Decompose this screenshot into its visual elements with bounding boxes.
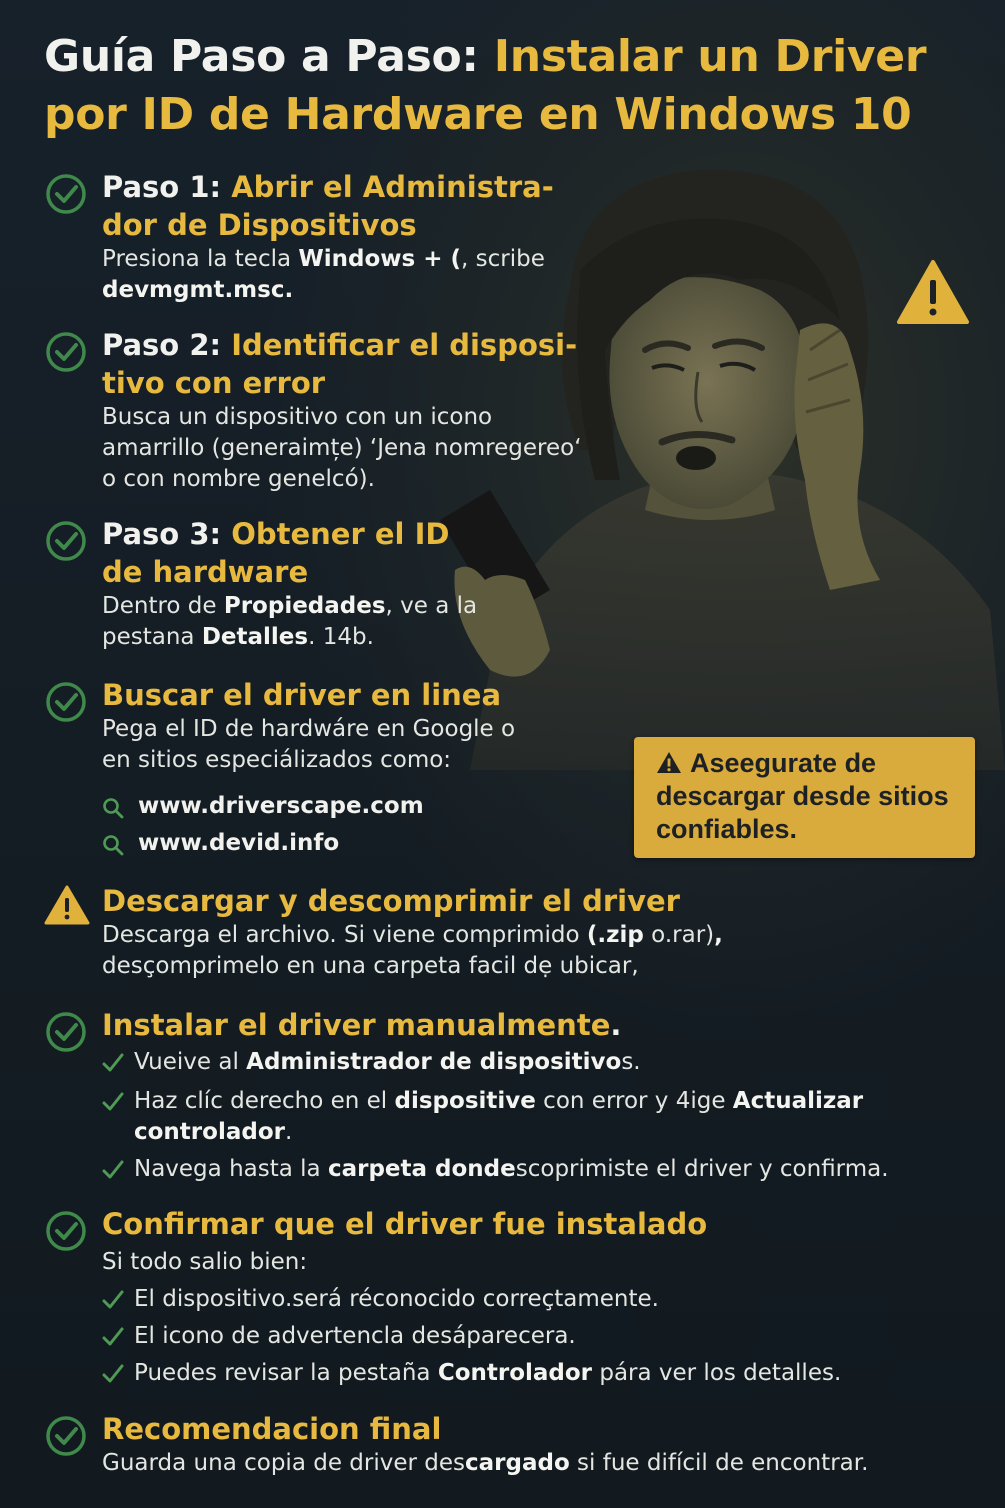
- warning-triangle-icon: [44, 884, 90, 926]
- step-download-rar: o.rar): [643, 922, 715, 948]
- confirm-item-1: [102, 1284, 982, 1315]
- confirm-item-3-c: pára ver los detalles.: [592, 1360, 842, 1386]
- install-item-3: [102, 1154, 982, 1185]
- safety-callout: [634, 737, 975, 858]
- title-white: Guía Paso a Paso:: [44, 31, 494, 82]
- checkmark-icon: [102, 1053, 124, 1073]
- check-circle-icon: [44, 1209, 88, 1253]
- callout-line2: descargar desde sitios: [656, 781, 949, 811]
- step-3-properties: Propiedades: [223, 593, 386, 619]
- link-driverscape-text[interactable]: www.driverscape.com: [138, 793, 424, 819]
- install-item-1-b: Administrador de dispositivo: [246, 1049, 622, 1075]
- install-item-2-c: con error y 4ige: [535, 1088, 733, 1114]
- callout-line1: [656, 747, 957, 780]
- step-1-body-text-a: Presiona la tecla: [102, 246, 299, 272]
- install-item-2-f: .: [284, 1119, 293, 1145]
- confirm-item-2: [102, 1321, 982, 1352]
- magnifier-icon: [102, 797, 124, 819]
- step-3-title-line2: de hardware: [102, 555, 309, 589]
- step-final-text-a: Guarda una copia de driver des: [102, 1450, 465, 1476]
- step-3-text-d: pestana: [102, 624, 202, 650]
- step-download-title: Descargar y descomprimir el driver: [102, 884, 680, 918]
- install-item-3-c: scoprimiste el driver y confirma.: [515, 1156, 889, 1182]
- step-download-body-line2: desçomprimelo en una carpeta facil dẹ ubicar,: [102, 953, 639, 979]
- step-3-body-line2: [102, 622, 477, 653]
- step-1-title-line1: Abrir el Administra-: [231, 170, 554, 204]
- step-1-body-line1: [102, 244, 554, 275]
- install-item-2-e: controlador: [134, 1119, 285, 1145]
- step-3-details: Detalles: [201, 624, 309, 650]
- step-1-title: [102, 168, 554, 206]
- step-1-command: devmgmt.msc.: [102, 277, 294, 303]
- step-3-title-line1: Obtener el ID: [231, 517, 450, 551]
- check-circle-icon: [44, 172, 88, 216]
- install-item-1-c: s.: [621, 1049, 641, 1075]
- step-1-body-text-c: , scribe: [461, 246, 545, 272]
- step-2-title-line2: tivo con error: [102, 366, 326, 400]
- step-install-title-text: Instalar el driver manualmente: [102, 1008, 611, 1042]
- install-item-3-b: carpeta donde: [327, 1156, 516, 1182]
- confirm-item-3-b: Controlador: [437, 1360, 593, 1386]
- link-driverscape[interactable]: [44, 788, 515, 825]
- step-3-text-c: , ve a la: [385, 593, 478, 619]
- checkmark-icon: [102, 1327, 124, 1347]
- step-1-body-line2: [102, 275, 554, 306]
- step-confirm-intro: Si todo salio bien:: [102, 1249, 308, 1275]
- step-3-text-e: . 14b.: [308, 624, 374, 650]
- step-search-body-line2: en sitios especiálizados como:: [102, 747, 452, 773]
- checkmark-icon: [102, 1364, 124, 1384]
- step-search-title: Buscar el driver en linea: [102, 678, 502, 712]
- checkmark-icon: [102, 1160, 124, 1180]
- check-circle-icon: [44, 519, 88, 563]
- confirm-item-1-text: El dispositivo.será réconocido correçtamente.: [134, 1286, 659, 1312]
- warning-triangle-icon: [656, 751, 682, 774]
- callout-line1-text: Aseegurate de: [690, 748, 877, 778]
- install-item-2: [102, 1086, 982, 1148]
- check-circle-icon: [44, 330, 88, 374]
- step-download-text-a: Descarga el archivo. Si viene comprimido: [102, 922, 587, 948]
- confirm-item-3-a: Puedes revisar la pestaña: [134, 1360, 438, 1386]
- magnifier-icon: [102, 834, 124, 856]
- step-2-title-line1: Identificar el disposi-: [231, 328, 578, 362]
- step-2-body-line1: Busca un dispositivo con un icono: [102, 404, 493, 430]
- step-final-title: Recomendacion final: [102, 1412, 442, 1446]
- checkmark-icon: [102, 1290, 124, 1310]
- link-devid[interactable]: [44, 825, 515, 862]
- step-download-body-line1: [102, 920, 723, 951]
- step-install-title: [102, 1006, 982, 1044]
- install-item-2-a: Haz clíc derecho en el: [134, 1088, 395, 1114]
- page-title: [44, 28, 994, 144]
- step-download-comma: ,: [714, 922, 723, 948]
- confirm-item-2-text: El icono de advertencla desáparecera.: [134, 1323, 576, 1349]
- warning-triangle-icon: [896, 258, 970, 326]
- check-circle-icon: [44, 1414, 88, 1458]
- step-final-text-c: si fue difícil de encontrar.: [569, 1450, 869, 1476]
- step-3-prefix: Paso 3:: [102, 517, 232, 551]
- step-2-prefix: Paso 2:: [102, 328, 232, 362]
- install-item-2-d: Actualizar: [732, 1088, 864, 1114]
- install-item-3-a: Navega hasta la: [134, 1156, 328, 1182]
- step-1-body-keys: Windows + (: [298, 246, 462, 272]
- install-item-1: [102, 1047, 982, 1078]
- step-1-title-line2: dor de Dispositivos: [102, 208, 417, 242]
- step-2-body-line3: o con nombre genelcó).: [102, 466, 375, 492]
- step-download-zip: (.zip: [586, 922, 644, 948]
- step-install-title-dot: .: [610, 1008, 622, 1042]
- step-final-body: [102, 1448, 982, 1479]
- check-circle-icon: [44, 680, 88, 724]
- step-final-text-b: cargado: [465, 1450, 570, 1476]
- step-3-title: [102, 515, 477, 553]
- title-yellow: Instalar un Driver por ID de Hardware en Windows 10: [44, 31, 927, 140]
- install-item-1-a: Vueive al: [134, 1049, 247, 1075]
- step-3-text-a: Dentro de: [102, 593, 224, 619]
- step-3-body-line1: [102, 591, 477, 622]
- checkmark-icon: [102, 1092, 124, 1112]
- step-confirm-title: Confirmar que el driver fue instalado: [102, 1207, 708, 1241]
- check-circle-icon: [44, 1010, 88, 1054]
- link-devid-text[interactable]: www.devid.info: [138, 830, 340, 856]
- install-item-2-b: dispositive: [394, 1088, 536, 1114]
- step-2-body-line2: amarrillo (generaimțe) ‘Jena nomregereo‘: [102, 435, 582, 461]
- confirm-item-3: [102, 1358, 982, 1389]
- step-2-title: [102, 326, 582, 364]
- callout-line3: confiables.: [656, 814, 798, 844]
- step-1-prefix: Paso 1:: [102, 170, 232, 204]
- step-search-body-line1: Pega el ID de hardwáre en Google o: [102, 716, 516, 742]
